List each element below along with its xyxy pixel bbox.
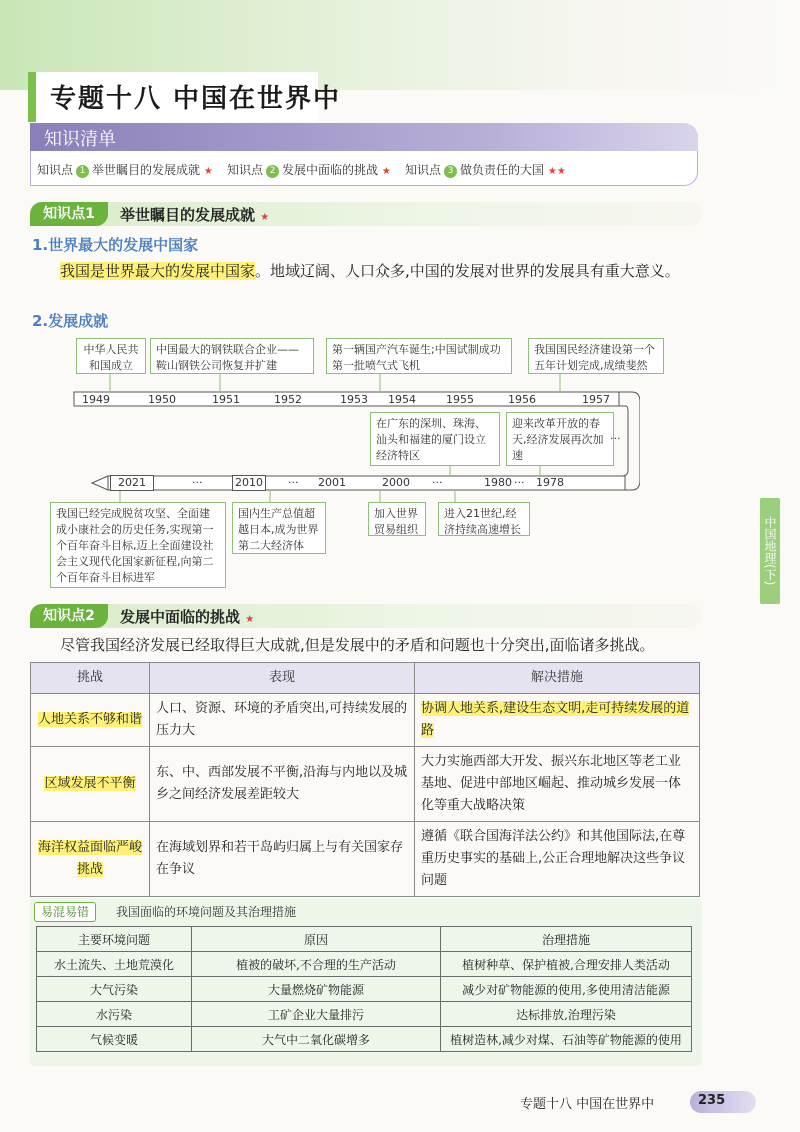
timeline-event-2010: 国内生产总值超越日本,成为世界第二大经济体 [232, 502, 326, 554]
table-row: 水污染 工矿企业大量排污 达标排放,治理污染 [37, 1002, 692, 1027]
knowledge-item-1: 知识点 1 举世瞩目的发展成就 ★ [37, 163, 213, 177]
chapter-title: 专题十八 中国在世界中 [28, 72, 318, 122]
table-row: 海洋权益面临严峻挑战 在海域划界和若干岛屿归属上与有关国家存在争议 遵循《联合国海洋法公约》和其他国际法,在尊重历史事实的基础上,公正合理地解决这些争议问题 [31, 822, 700, 897]
knowledge-item-3: 知识点 3 做负责任的大国 ★★ [405, 163, 566, 177]
star-icon: ★ [245, 614, 255, 625]
table-row: 人地关系不够和谐 人口、资源、环境的矛盾突出,可持续发展的压力大 协调人地关系,建设生态文明,走可持续发展的道路 [31, 694, 700, 747]
knowledge-point-2-header: 知识点2 发展中面临的挑战 ★ [30, 604, 702, 628]
star-icon: ★ [203, 166, 213, 177]
footer-title: 专题十八 中国在世界中 [520, 1097, 655, 1112]
page-number: 235 [690, 1091, 756, 1113]
easily-confused-tag: 易混易错 [34, 902, 96, 922]
timeline-event-1980: 在广东的深圳、珠海、汕头和福建的厦门设立经济特区 [370, 412, 500, 466]
section-3-body: 尽管我国经济发展已经取得巨大成就,但是发展中的矛盾和问题也十分突出,面临诸多挑战。 [60, 636, 655, 654]
timeline-event-1957: 我国国民经济建设第一个五年计划完成,成绩斐然 [528, 338, 664, 374]
challenges-table: 挑战 表现 解决措施 人地关系不够和谐 人口、资源、环境的矛盾突出,可持续发展的压力大 协调人地关系,建设生态文明,走可持续发展的道路 区域发展不平衡 东、中、西部发展不平衡,沿海与内地以及城乡之间经济发展差距较大 大力实施西部大开发、振兴东北地区等老工业基地、促进中部地区崛起、推动城乡发展一体化等重大战略决策 海洋权益面临严峻挑战 在海域划界和若干岛屿归属上与有关国家存在争议 遵循《联合国海洋法公约》和其他国际法,在尊重历史事实的基础上,公正合理地解决这些争议问题 [30, 662, 700, 897]
table-row: 区域发展不平衡 东、中、西部发展不平衡,沿海与内地以及城乡之间经济发展差距较大 大力实施西部大开发、振兴东北地区等老工业基地、促进中部地区崛起、推动城乡发展一体化等重大战略决策 [31, 747, 700, 822]
timeline-event-1956: 第一辆国产汽车诞生;中国试制成功第一批喷气式飞机 [326, 338, 512, 374]
table-row: 大气污染 大量燃烧矿物能源 减少对矿物能源的使用,多使用清洁能源 [37, 977, 692, 1002]
section-1-title: 1.世界最大的发展中国家 [32, 236, 199, 254]
knowledge-item-2: 知识点 2 发展中面临的挑战 ★ [227, 163, 391, 177]
table-row: 气候变暖 大气中二氧化碳增多 植树造林,减少对煤、石油等矿物能源的使用 [37, 1027, 692, 1052]
knowledge-list-header: 知识清单 [30, 123, 698, 151]
timeline-event-1978: 迎来改革开放的春天,经济发展再次加速 [506, 412, 614, 466]
timeline-event-1953: 中国最大的钢铁联合企业——鞍山钢铁公司恢复并扩建 [150, 338, 314, 374]
knowledge-list [30, 151, 698, 186]
timeline-event-1949: 中华人民共和国成立 [76, 338, 146, 374]
textbook-page: 专题十八 中国在世界中 知识清单 知识点 1 举世瞩目的发展成就 ★ 知识点 2 发展中面临的挑战 ★ 知识点 3 做负责任的大国 ★★ 知识点1 举世瞩目的发展成就 ★ 1.世界最大的发展中国家 我国是世界最大的发展中国家。地域辽阔、人口众多,中国的发展对世界的发展具有重大意义。 2.发展成就 中华人民共和国成立 中国最大的钢铁联合企业——鞍山钢铁公司恢复并扩建 第一辆国产汽车诞生;中国试制成功第一批喷气式飞机 我国国民经济建设第一个五年计划完成,成绩斐然 1949 1950 1951 1952 1953 1954 1955 1956 1957 在广东的深圳、珠海、汕头和福建的厦门设立经济特区 迎来改革开放的春天,经济发展再次加速 ··· 2021 ··· 2010 ··· 2001 2000 ··· 1980 ··· 1978 我国已经完成脱贫攻坚、全面建成小康社会的历史任务,实现第一个百年奋斗目标,迈上全面建设社会主义现代化国家新征程,向第二个百年奋斗目标进军 国内生产总值超越日本,成为世界第二大经济体 加入世界贸易组织 进入21世纪,经济持续高速增长 中国地理(下) 知识点2 发展中面临的挑战 ★ 尽管我国经济发展已经取得巨大成就,但是发展中的矛盾和问题也十分突出,面临诸多挑战。 挑战 表现 解决措施 人地关系不够和谐 人口、资源、环境的矛盾突出,可持续发展的压力大 协调人地关系,建设生态文明,走可持续发展的道路 区域发展不平衡 东、中、西部发展不平衡,沿海与内地以及城乡之间经济发展差距较大 大力实施西部大开发、振兴东北地区等老工业基地、促进中部地区崛起、推动城乡发展一体化等重大战略决策 海洋权益面临严峻挑战 在海域划界和若干岛屿归属上与有关国家存在争议 遵循《联合国海洋法公约》和其他国际法,在尊重历史事实的基础上,公正合理地解决这些争议问题 易混易错 我国面临的环境问题及其治理措施 主要环境问题 原因 治理措施 水土流失、土地荒漠化 植被的破坏,不合理的生产活动 植树种草、保护植被,合理安排人类活动 大气污染 大量燃烧矿物能源 减少对矿物能源的使用,多使用清洁能源 水污染 工矿企业大量排污 达标排放,治理污染 气候变暖 大气中二氧化碳增多 植树造林,减少对煤、石油等矿物能源的使用 专题十八 中国在世界中 235 [0, 0, 800, 1132]
timeline-event-2021: 我国已经完成脱贫攻坚、全面建成小康社会的历史任务,实现第一个百年奋斗目标,迈上全面建设社会主义现代化国家新征程,向第二个百年奋斗目标进军 [50, 502, 226, 588]
star-icon: ★ [381, 166, 391, 177]
easily-confused-title: 我国面临的环境问题及其治理措施 [116, 905, 297, 919]
chapter-side-tab[interactable]: 中国地理(下) [760, 498, 780, 604]
timeline-event-2001: 加入世界贸易组织 [368, 502, 426, 536]
section-1-body: 我国是世界最大的发展中国家。地域辽阔、人口众多,中国的发展对世界的发展具有重大意义。 [60, 262, 680, 280]
knowledge-point-1-header: 知识点1 举世瞩目的发展成就 ★ [30, 202, 702, 226]
section-2-title: 2.发展成就 [32, 312, 109, 330]
table-row: 水土流失、土地荒漠化 植被的破坏,不合理的生产活动 植树种草、保护植被,合理安排人类活动 [37, 952, 692, 977]
environment-table: 主要环境问题 原因 治理措施 水土流失、土地荒漠化 植被的破坏,不合理的生产活动 植树种草、保护植被,合理安排人类活动 大气污染 大量燃烧矿物能源 减少对矿物能源的使用,多使用清洁能源 水污染 工矿企业大量排污 达标排放,治理污染 气候变暖 大气中二氧化碳增多 植树造林,减少对煤、石油等矿物能源的使用 [36, 926, 692, 1052]
star-icon: ★★ [547, 166, 566, 177]
timeline-event-2000: 进入21世纪,经济持续高速增长 [438, 502, 530, 536]
star-icon: ★ [260, 212, 270, 223]
